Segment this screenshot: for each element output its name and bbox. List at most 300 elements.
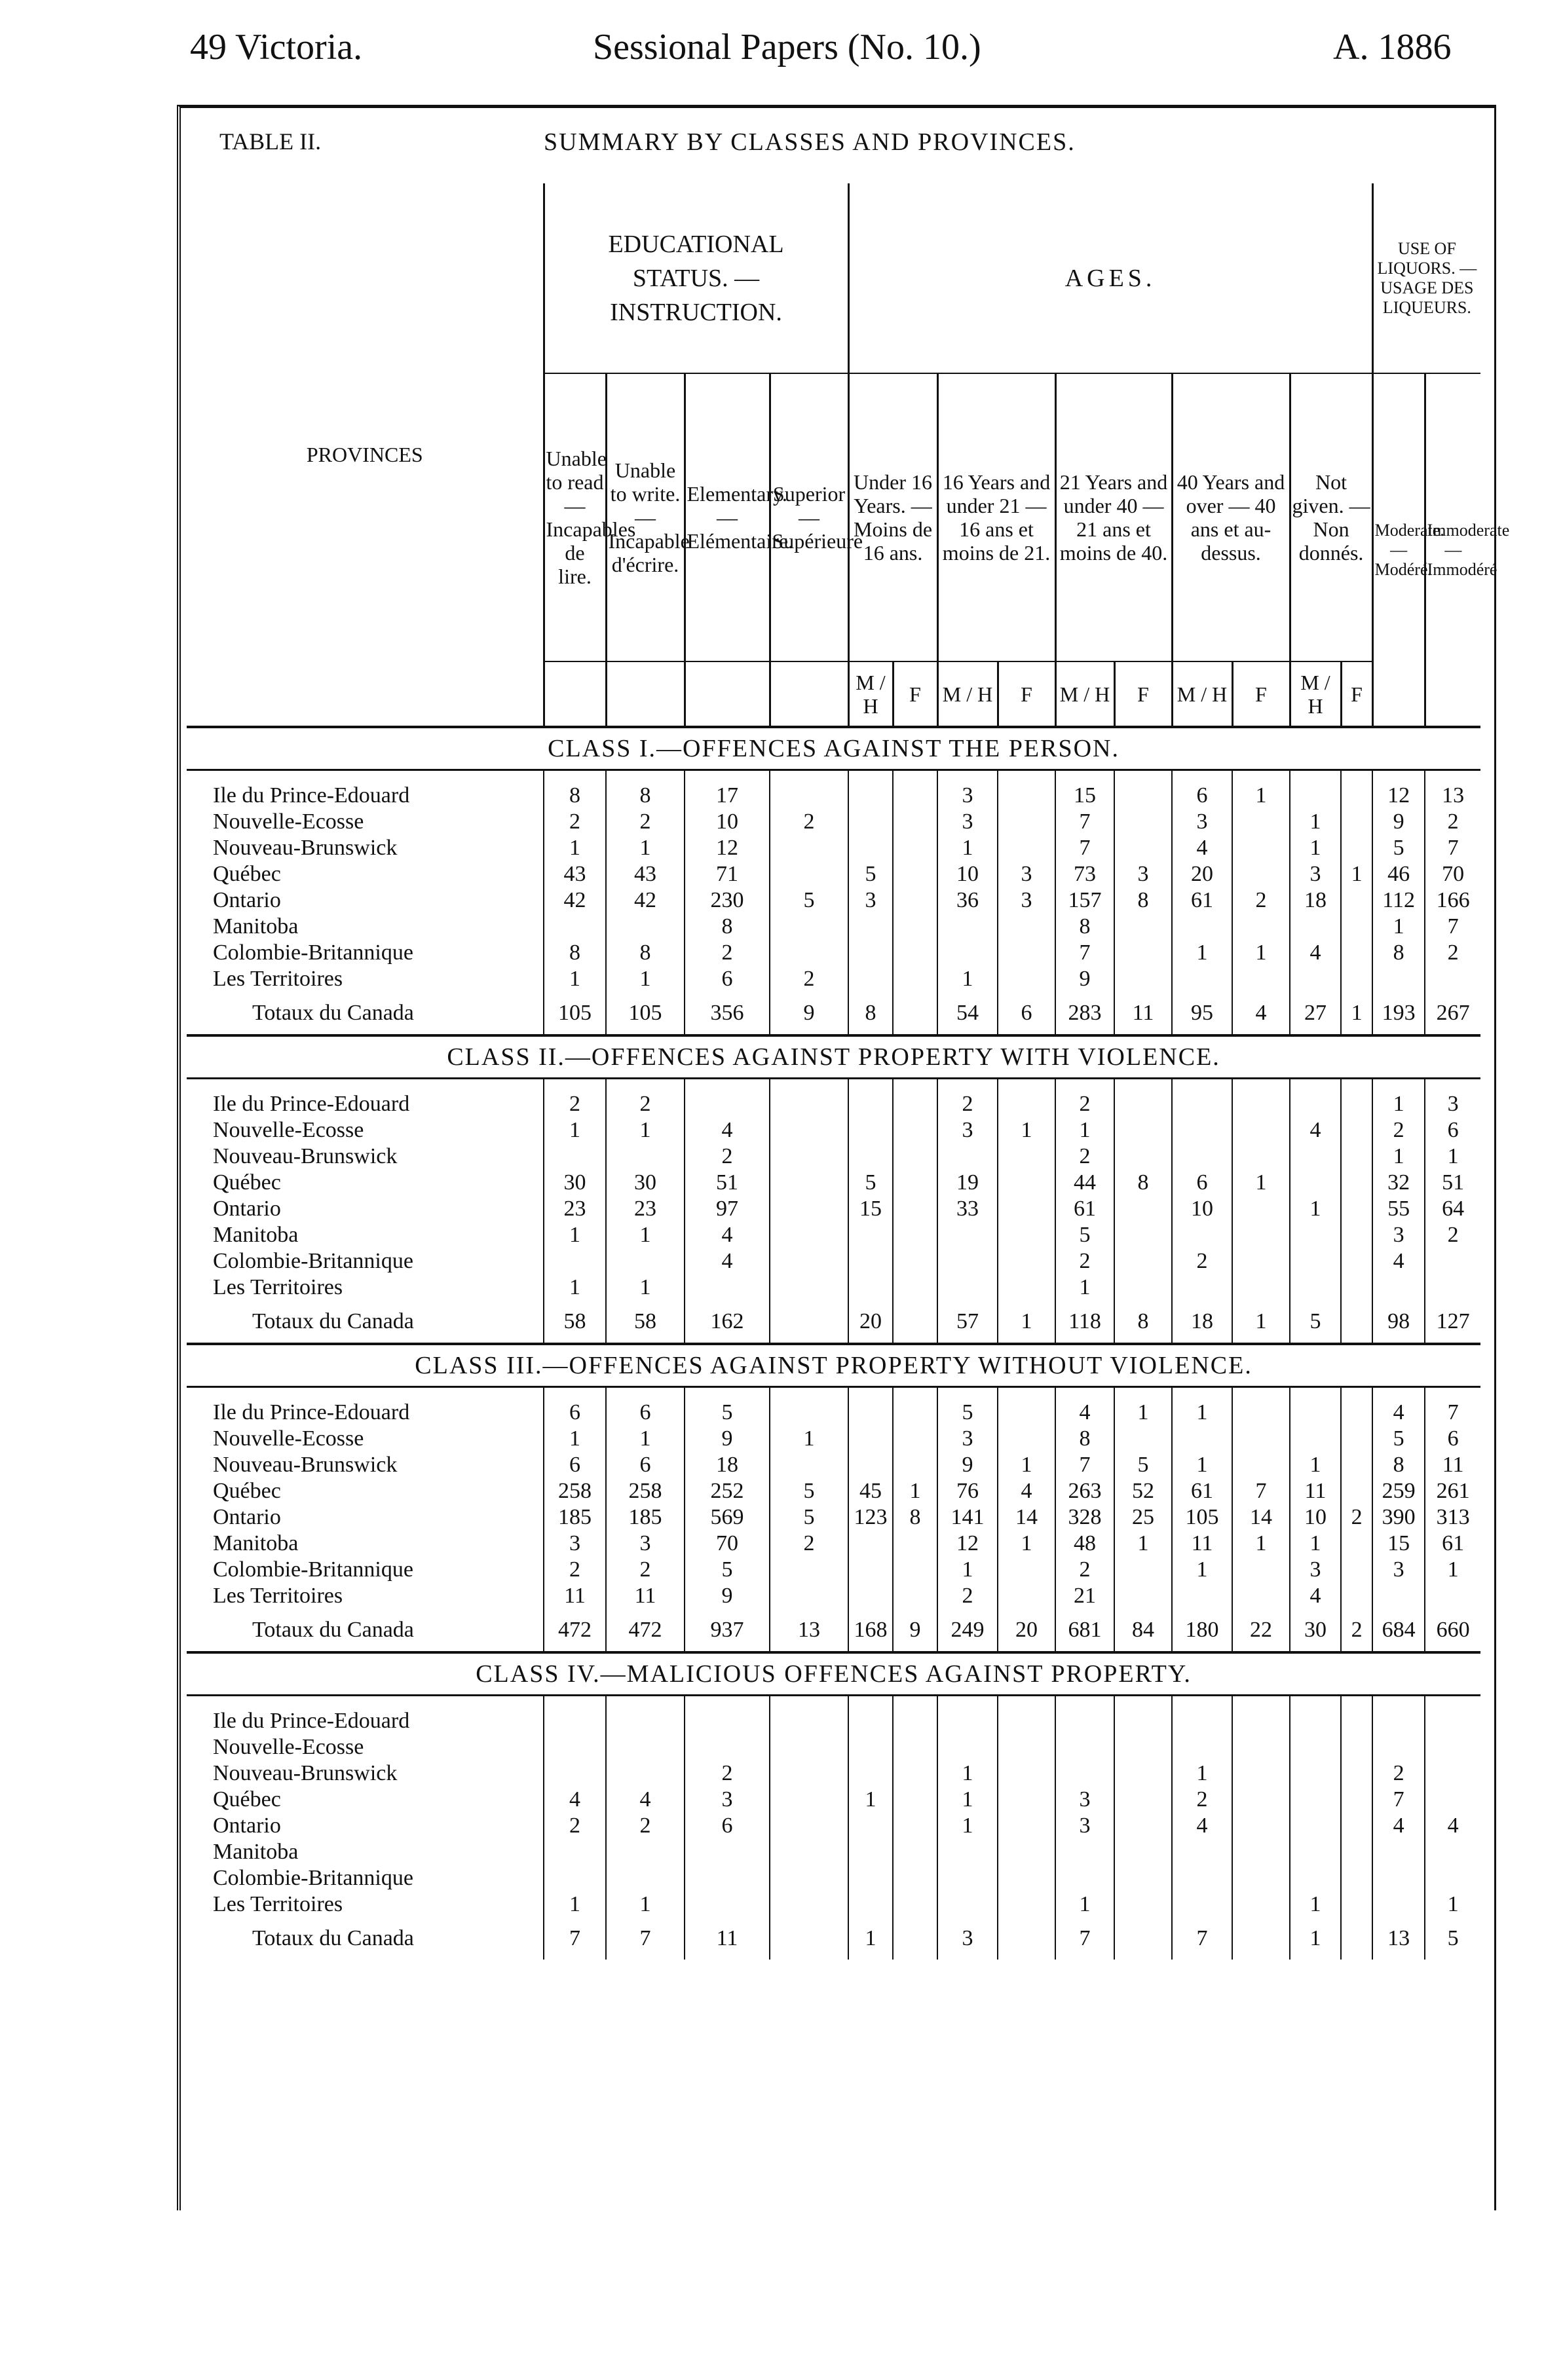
data-cell: 2 — [544, 809, 606, 835]
total-cell: 22 — [1232, 1609, 1290, 1652]
data-cell: 261 — [1425, 1478, 1480, 1504]
data-cell — [893, 1760, 937, 1787]
province-name: Manitoba — [213, 1840, 299, 1864]
data-cell: 1 — [998, 1117, 1055, 1144]
total-label: Totaux du Canada — [252, 1618, 414, 1642]
data-cell — [1341, 1865, 1372, 1891]
data-cell: 51 — [685, 1170, 770, 1196]
province-name: Nouvelle-Ecosse — [213, 809, 364, 834]
header-elementary: Elementary. — Elémentaire. — [685, 373, 770, 661]
data-cell — [606, 1248, 685, 1274]
data-cell — [893, 1222, 937, 1248]
data-cell — [1341, 1091, 1372, 1117]
table-row — [187, 861, 1480, 887]
data-cell — [685, 1734, 770, 1760]
data-cell: 5 — [685, 1557, 770, 1583]
data-cell: 1 — [606, 1117, 685, 1144]
data-cell: 3 — [1425, 1091, 1480, 1117]
total-cell: 1 — [998, 1301, 1055, 1344]
data-cell — [1114, 914, 1172, 940]
data-cell — [1290, 1144, 1341, 1170]
data-cell — [998, 1708, 1055, 1734]
data-cell — [770, 1787, 848, 1813]
data-cell: 1 — [1172, 1452, 1232, 1478]
data-cell: 4 — [1172, 835, 1232, 861]
data-cell: 43 — [544, 861, 606, 887]
data-cell — [848, 1222, 893, 1248]
total-cell: 3 — [937, 1918, 998, 1960]
data-cell — [893, 940, 937, 966]
data-cell: 70 — [685, 1531, 770, 1557]
spacer-cell — [606, 1079, 685, 1092]
spacer-cell — [544, 1079, 606, 1092]
data-cell — [1114, 1144, 1172, 1170]
data-cell — [544, 914, 606, 940]
data-cell — [1425, 1839, 1480, 1865]
data-cell: 2 — [770, 966, 848, 992]
class-heading-row — [187, 1035, 1480, 1079]
class-title: CLASS III.—OFFENCES AGAINST PROPERTY WITHOUT VIOLENCE. — [187, 1344, 1480, 1387]
header-40-over: 40 Years and over — 40 ans et au-dessus. — [1172, 373, 1290, 661]
data-cell: 1 — [848, 1787, 893, 1813]
data-cell — [1172, 1583, 1232, 1609]
spacer-cell — [606, 770, 685, 783]
total-cell: 162 — [685, 1301, 770, 1344]
spacer-cell — [1232, 1387, 1290, 1400]
data-cell — [1341, 1248, 1372, 1274]
data-cell — [1232, 1144, 1290, 1170]
data-cell: 18 — [685, 1452, 770, 1478]
data-cell — [1341, 1557, 1372, 1583]
data-cell: 1 — [1172, 1557, 1232, 1583]
data-cell — [998, 1787, 1055, 1813]
data-cell — [937, 1734, 998, 1760]
data-cell — [893, 914, 937, 940]
data-cell: 1 — [1425, 1144, 1480, 1170]
data-cell: 1 — [893, 1478, 937, 1504]
data-cell — [1341, 1891, 1372, 1918]
data-cell: 2 — [1232, 887, 1290, 914]
data-cell — [1232, 1760, 1290, 1787]
province-name: Colombie-Britannique — [213, 940, 413, 965]
spacer-cell — [1290, 1387, 1341, 1400]
data-cell — [893, 1196, 937, 1222]
province-name: Québec — [213, 1170, 281, 1195]
province-name: Nouveau-Brunswick — [213, 836, 398, 860]
data-cell: 1 — [606, 966, 685, 992]
data-cell: 2 — [1372, 1760, 1425, 1787]
data-cell — [1172, 1144, 1232, 1170]
data-cell — [770, 1144, 848, 1170]
data-cell — [998, 1426, 1055, 1452]
data-cell — [998, 1091, 1055, 1117]
spacer-cell — [187, 1696, 544, 1709]
total-label: Totaux du Canada — [252, 1001, 414, 1025]
data-cell — [1372, 1891, 1425, 1918]
table-row — [187, 1117, 1480, 1144]
total-cell — [1341, 1301, 1372, 1344]
data-cell: 1 — [1232, 940, 1290, 966]
data-cell: 1 — [544, 1891, 606, 1918]
total-cell: 660 — [1425, 1609, 1480, 1652]
header-female: F — [1114, 661, 1172, 727]
data-cell: 1 — [544, 1426, 606, 1452]
data-cell: 3 — [1372, 1222, 1425, 1248]
data-cell: 97 — [685, 1196, 770, 1222]
header-male: M / H — [848, 661, 893, 727]
data-cell — [848, 1708, 893, 1734]
table-title: SUMMARY BY CLASSES AND PROVINCES. — [544, 128, 1076, 156]
data-cell: 6 — [544, 1452, 606, 1478]
spacer-cell — [1372, 1387, 1425, 1400]
spacer-cell — [998, 1079, 1055, 1092]
province-name: Ile du Prince-Edouard — [213, 783, 410, 808]
data-cell: 2 — [1055, 1557, 1114, 1583]
data-cell — [893, 1865, 937, 1891]
data-cell — [1114, 1839, 1172, 1865]
table-row — [187, 1813, 1480, 1839]
data-cell: 4 — [1372, 1813, 1425, 1839]
data-cell — [1114, 1117, 1172, 1144]
data-cell — [1290, 914, 1341, 940]
data-cell: 36 — [937, 887, 998, 914]
data-cell — [848, 1839, 893, 1865]
total-cell: 84 — [1114, 1609, 1172, 1652]
data-cell: 48 — [1055, 1531, 1114, 1557]
data-cell: 4 — [685, 1117, 770, 1144]
data-cell — [1114, 1708, 1172, 1734]
header-female: F — [1232, 661, 1290, 727]
data-cell — [893, 1144, 937, 1170]
data-cell — [1341, 1760, 1372, 1787]
table-row — [187, 914, 1480, 940]
data-cell: 3 — [937, 783, 998, 809]
data-cell: 11 — [1425, 1452, 1480, 1478]
data-cell — [893, 1734, 937, 1760]
data-cell: 1 — [937, 966, 998, 992]
data-cell: 3 — [998, 861, 1055, 887]
data-cell: 2 — [606, 809, 685, 835]
data-cell: 3 — [848, 887, 893, 914]
data-cell: 2 — [544, 1813, 606, 1839]
total-cell: 5 — [1290, 1301, 1341, 1344]
data-cell: 10 — [685, 809, 770, 835]
data-cell — [998, 835, 1055, 861]
spacer-cell — [998, 1696, 1055, 1709]
data-cell: 1 — [1232, 783, 1290, 809]
total-cell: 54 — [937, 992, 998, 1035]
data-cell — [1172, 966, 1232, 992]
data-cell: 259 — [1372, 1478, 1425, 1504]
province-name: Colombie-Britannique — [213, 1557, 413, 1582]
total-cell: 105 — [544, 992, 606, 1035]
data-cell — [1232, 835, 1290, 861]
table-header — [187, 183, 1510, 727]
spacer-cell — [544, 770, 606, 783]
header-female: F — [1341, 661, 1372, 727]
data-cell — [1114, 1583, 1172, 1609]
data-cell: 3 — [1172, 809, 1232, 835]
total-cell: 9 — [770, 992, 848, 1035]
data-cell — [893, 1708, 937, 1734]
data-cell — [848, 1813, 893, 1839]
data-cell: 8 — [606, 940, 685, 966]
data-cell: 8 — [544, 940, 606, 966]
data-cell: 23 — [606, 1196, 685, 1222]
data-cell — [770, 1760, 848, 1787]
data-cell: 6 — [1172, 783, 1232, 809]
spacer-cell — [1341, 770, 1372, 783]
data-cell: 1 — [770, 1426, 848, 1452]
data-cell: 14 — [1232, 1504, 1290, 1531]
running-head-right: A. 1886 — [1333, 27, 1452, 67]
header-use-of-liquors: USE OF LIQUORS. — USAGE DES LIQUEURS. — [1372, 183, 1480, 373]
spacer-cell — [937, 1696, 998, 1709]
data-cell — [1290, 1760, 1341, 1787]
total-cell: 168 — [848, 1609, 893, 1652]
data-cell: 8 — [893, 1504, 937, 1531]
data-cell: 4 — [1372, 1248, 1425, 1274]
spacer-cell — [848, 1387, 893, 1400]
data-cell — [1341, 1452, 1372, 1478]
spacer-cell — [1172, 1696, 1232, 1709]
data-cell: 7 — [1425, 914, 1480, 940]
table-row — [187, 1708, 1480, 1734]
total-cell: 20 — [998, 1609, 1055, 1652]
data-cell: 1 — [1290, 835, 1341, 861]
data-cell: 8 — [544, 783, 606, 809]
data-cell: 313 — [1425, 1504, 1480, 1531]
total-cell: 11 — [685, 1918, 770, 1960]
data-cell — [937, 1839, 998, 1865]
data-cell: 3 — [937, 1117, 998, 1144]
spacer-cell — [1372, 770, 1425, 783]
data-cell: 1 — [1290, 1531, 1341, 1557]
data-cell: 2 — [937, 1091, 998, 1117]
data-cell — [770, 914, 848, 940]
header-spacer — [685, 661, 770, 727]
data-cell — [770, 835, 848, 861]
data-cell — [770, 1839, 848, 1865]
data-cell — [1425, 1734, 1480, 1760]
table-row — [187, 783, 1480, 809]
class-title: CLASS II.—OFFENCES AGAINST PROPERTY WITH VIOLENCE. — [187, 1035, 1480, 1079]
data-cell: 64 — [1425, 1196, 1480, 1222]
header-female: F — [998, 661, 1055, 727]
data-cell — [1341, 1531, 1372, 1557]
header-21-40: 21 Years and under 40 — 21 ans et moins de 40. — [1055, 373, 1172, 661]
data-cell: 6 — [606, 1400, 685, 1426]
data-cell: 6 — [606, 1452, 685, 1478]
total-cell — [770, 1301, 848, 1344]
running-head-center: Sessional Papers (No. 10.) — [593, 27, 981, 67]
data-cell — [1172, 1117, 1232, 1144]
data-cell: 3 — [937, 1426, 998, 1452]
spacer-cell — [770, 1696, 848, 1709]
spacer-cell — [998, 770, 1055, 783]
header-superior: Superior — Supérieure — [770, 373, 848, 661]
data-cell: 7 — [1055, 809, 1114, 835]
data-cell — [770, 1734, 848, 1760]
data-cell: 9 — [685, 1426, 770, 1452]
data-cell — [606, 1734, 685, 1760]
province-name: Les Territoires — [213, 967, 343, 991]
data-cell — [1341, 887, 1372, 914]
data-cell — [606, 1865, 685, 1891]
table-row — [187, 1557, 1480, 1583]
data-cell — [1172, 1708, 1232, 1734]
spacer-row — [187, 1079, 1480, 1092]
data-cell: 1 — [544, 1222, 606, 1248]
spacer-cell — [770, 1079, 848, 1092]
data-cell: 1 — [937, 1813, 998, 1839]
data-cell — [893, 1091, 937, 1117]
data-cell — [1290, 1426, 1341, 1452]
data-cell — [606, 1144, 685, 1170]
table-row — [187, 1891, 1480, 1918]
header-not-given: Not given. — Non donnés. — [1290, 373, 1372, 661]
table-label: TABLE II. — [219, 128, 322, 155]
data-cell: 4 — [1290, 1117, 1341, 1144]
data-cell — [1232, 1248, 1290, 1274]
data-cell: 42 — [606, 887, 685, 914]
spacer-cell — [187, 1387, 544, 1400]
total-row — [187, 1301, 1480, 1344]
header-female: F — [893, 661, 937, 727]
data-cell: 61 — [1425, 1531, 1480, 1557]
header-spacer — [544, 661, 606, 727]
data-cell — [606, 914, 685, 940]
data-cell — [893, 1787, 937, 1813]
data-cell: 5 — [1372, 1426, 1425, 1452]
data-cell — [893, 1452, 937, 1478]
data-cell: 3 — [685, 1787, 770, 1813]
data-cell: 1 — [1372, 914, 1425, 940]
data-cell: 11 — [606, 1583, 685, 1609]
total-cell: 18 — [1172, 1301, 1232, 1344]
total-label: Totaux du Canada — [252, 1309, 414, 1333]
data-cell — [1372, 966, 1425, 992]
data-cell — [1172, 1274, 1232, 1301]
data-cell: 3 — [998, 887, 1055, 914]
data-cell: 44 — [1055, 1170, 1114, 1196]
data-cell: 10 — [1172, 1196, 1232, 1222]
data-cell: 4 — [1372, 1400, 1425, 1426]
total-cell: 95 — [1172, 992, 1232, 1035]
data-cell: 1 — [606, 1222, 685, 1248]
data-cell — [893, 1117, 937, 1144]
header-under-16: Under 16 Years. — Moins de 16 ans. — [848, 373, 937, 661]
data-cell: 2 — [606, 1091, 685, 1117]
table-row — [187, 1274, 1480, 1301]
spacer-cell — [848, 1079, 893, 1092]
data-cell: 1 — [1114, 1400, 1172, 1426]
class-heading-row — [187, 1652, 1480, 1696]
data-cell: 8 — [606, 783, 685, 809]
data-cell — [848, 809, 893, 835]
data-cell — [998, 1891, 1055, 1918]
data-cell — [937, 1865, 998, 1891]
province-name: Ontario — [213, 1505, 281, 1529]
data-cell — [544, 1865, 606, 1891]
data-cell: 4 — [685, 1248, 770, 1274]
data-cell — [1172, 1891, 1232, 1918]
total-cell: 267 — [1425, 992, 1480, 1035]
data-cell — [770, 1452, 848, 1478]
data-cell: 2 — [1372, 1117, 1425, 1144]
data-cell — [998, 1196, 1055, 1222]
data-cell: 7 — [1055, 940, 1114, 966]
data-cell — [998, 809, 1055, 835]
data-cell: 5 — [685, 1400, 770, 1426]
data-cell — [893, 1839, 937, 1865]
data-cell: 4 — [544, 1787, 606, 1813]
data-cell — [1232, 1557, 1290, 1583]
data-cell: 105 — [1172, 1504, 1232, 1531]
spacer-cell — [1290, 1079, 1341, 1092]
data-cell: 17 — [685, 783, 770, 809]
total-cell: 4 — [1232, 992, 1290, 1035]
data-cell — [893, 1813, 937, 1839]
data-cell: 1 — [1290, 1891, 1341, 1918]
data-cell: 4 — [1290, 1583, 1341, 1609]
data-cell — [998, 1170, 1055, 1196]
data-cell: 10 — [1290, 1504, 1341, 1531]
data-cell — [848, 1891, 893, 1918]
province-name: Nouveau-Brunswick — [213, 1144, 398, 1168]
data-cell: 1 — [1114, 1531, 1172, 1557]
data-cell: 141 — [937, 1504, 998, 1531]
data-cell — [893, 1557, 937, 1583]
province-name: Colombie-Britannique — [213, 1866, 413, 1890]
province-name: Les Territoires — [213, 1892, 343, 1916]
spacer-cell — [1114, 770, 1172, 783]
total-cell: 180 — [1172, 1609, 1232, 1652]
data-cell — [1341, 809, 1372, 835]
data-cell — [998, 1813, 1055, 1839]
data-cell: 8 — [1372, 1452, 1425, 1478]
data-cell — [1114, 1196, 1172, 1222]
spacer-cell — [1172, 770, 1232, 783]
spacer-cell — [937, 770, 998, 783]
data-cell — [770, 1400, 848, 1426]
data-cell: 1 — [1425, 1891, 1480, 1918]
data-cell — [1055, 1839, 1114, 1865]
spacer-cell — [544, 1387, 606, 1400]
total-cell: 127 — [1425, 1301, 1480, 1344]
data-cell: 3 — [606, 1531, 685, 1557]
data-cell — [1290, 966, 1341, 992]
data-cell — [1290, 1222, 1341, 1248]
spacer-row — [187, 770, 1480, 783]
data-cell: 2 — [1341, 1504, 1372, 1531]
class-title: CLASS IV.—MALICIOUS OFFENCES AGAINST PROPERTY. — [187, 1652, 1480, 1696]
spacer-cell — [1172, 1079, 1232, 1092]
data-cell: 45 — [848, 1478, 893, 1504]
spacer-cell — [1425, 770, 1480, 783]
spacer-cell — [606, 1387, 685, 1400]
data-cell: 2 — [606, 1557, 685, 1583]
data-cell: 5 — [848, 861, 893, 887]
data-cell — [1372, 1274, 1425, 1301]
data-cell — [1232, 1222, 1290, 1248]
data-cell — [998, 1839, 1055, 1865]
data-cell — [1341, 940, 1372, 966]
data-cell — [1290, 1708, 1341, 1734]
total-row — [187, 1918, 1480, 1960]
data-cell — [1172, 1839, 1232, 1865]
total-cell: 356 — [685, 992, 770, 1035]
